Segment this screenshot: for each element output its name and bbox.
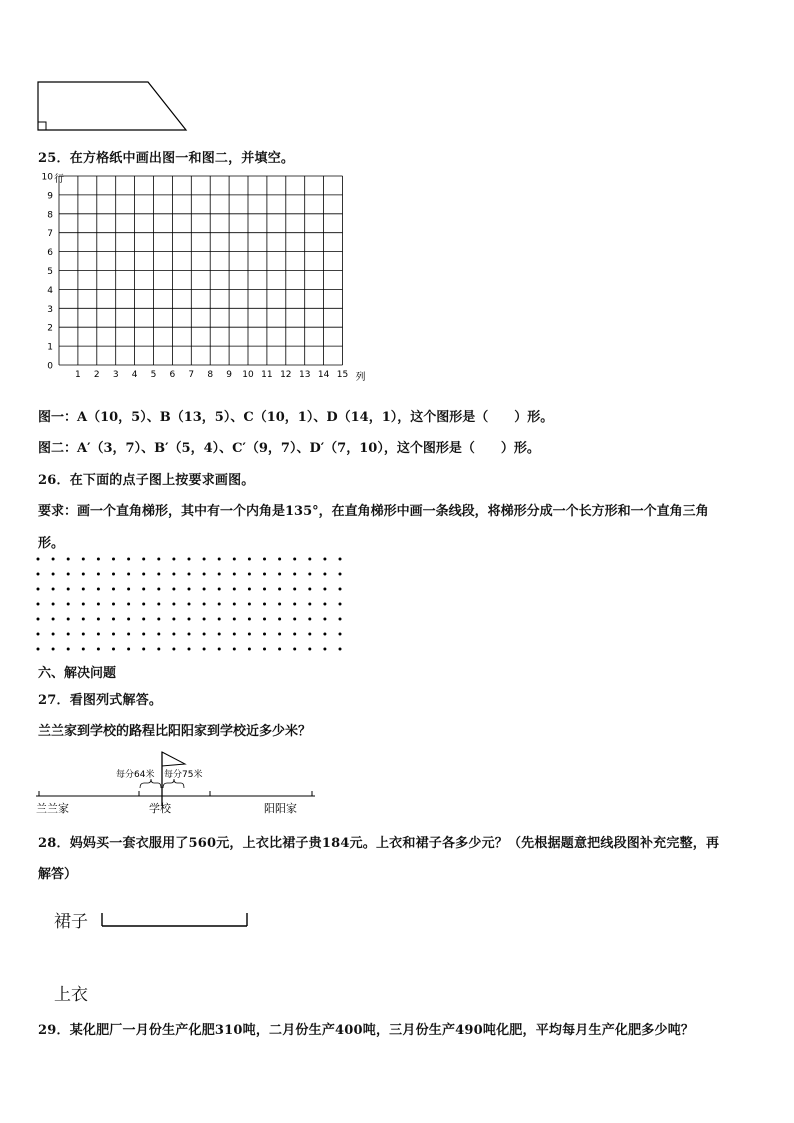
- grid-dot: [203, 558, 206, 561]
- grid-dot: [248, 588, 251, 591]
- grid-dot: [97, 633, 100, 636]
- grid-dot: [52, 603, 55, 606]
- section6-title: 六、解决问题: [38, 666, 117, 681]
- grid-dot: [233, 573, 236, 576]
- grid-dot: [188, 648, 191, 651]
- col-tick-label: 11: [261, 370, 273, 380]
- grid-dot: [293, 633, 296, 636]
- grid-dot: [112, 618, 115, 621]
- grid-dot: [97, 618, 100, 621]
- grid-dot: [112, 633, 115, 636]
- grid-dot: [218, 633, 221, 636]
- grid-dot: [172, 618, 175, 621]
- grid-dot: [142, 603, 145, 606]
- place-right: 阳阳家: [264, 802, 297, 815]
- grid-dot: [339, 648, 342, 651]
- label-top: 上衣: [54, 985, 88, 1005]
- grid-dot: [188, 558, 191, 561]
- grid-dot: [203, 648, 206, 651]
- left-brace: [140, 779, 161, 788]
- grid-dot: [172, 603, 175, 606]
- grid-dot: [278, 633, 281, 636]
- grid-dot: [308, 603, 311, 606]
- grid-dot: [37, 558, 40, 561]
- col-tick-label: 10: [242, 370, 254, 380]
- grid-dot: [339, 618, 342, 621]
- grid-dot: [263, 588, 266, 591]
- grid-dot: [157, 588, 160, 591]
- grid-dot: [188, 618, 191, 621]
- grid-dot: [82, 648, 85, 651]
- grid-dot: [293, 573, 296, 576]
- col-tick-label: 5: [150, 370, 157, 380]
- q26-title: 26．在下面的点子图上按要求画图。: [38, 473, 255, 488]
- grid-dot: [203, 633, 206, 636]
- grid-dot: [172, 558, 175, 561]
- grid-dot: [112, 648, 115, 651]
- grid-dot: [263, 603, 266, 606]
- grid-dot: [323, 633, 326, 636]
- row-tick-label: 5: [47, 267, 53, 277]
- grid-dot: [339, 588, 342, 591]
- q25-figure1-text: 图一：A（10，5）、B（13，5）、C（10，1）、D（14，1），这个图形是（ ）形。: [38, 410, 554, 425]
- row-tick-label: 6: [47, 248, 53, 259]
- grid-dot: [323, 573, 326, 576]
- grid-dot: [52, 573, 55, 576]
- grid-dot: [308, 573, 311, 576]
- grid-dot: [293, 588, 296, 591]
- grid-dot: [67, 603, 70, 606]
- grid-dot: [172, 648, 175, 651]
- grid-dot: [263, 558, 266, 561]
- grid-dot: [203, 618, 206, 621]
- q25-title: 25．在方格纸中画出图一和图二，并填空。: [38, 151, 295, 166]
- grid-dot: [248, 573, 251, 576]
- grid-dot: [308, 558, 311, 561]
- q28-line2: 解答）: [38, 867, 78, 882]
- place-school: 学校: [149, 802, 171, 815]
- grid-dot: [188, 588, 191, 591]
- grid-dot: [97, 603, 100, 606]
- grid-dot: [97, 588, 100, 591]
- grid-dot: [233, 618, 236, 621]
- row-tick-label: 7: [47, 229, 53, 240]
- col-tick-label: 6: [169, 370, 176, 380]
- q26-requirement-line1: 要求：画一个直角梯形，其中有一个内角是135°，在直角梯形中画一条线段，将梯形分成一个长方形和一个直角三角: [38, 504, 709, 519]
- grid-dot: [248, 618, 251, 621]
- place-left: 兰兰家: [36, 802, 69, 815]
- grid-dot: [82, 603, 85, 606]
- grid-dot: [218, 648, 221, 651]
- col-tick-label: 14: [317, 370, 330, 380]
- grid-dot: [142, 558, 145, 561]
- grid-dot: [82, 618, 85, 621]
- col-tick-label: 15: [336, 370, 349, 380]
- grid-dot: [142, 618, 145, 621]
- grid-dot: [293, 618, 296, 621]
- row-tick-label: 8: [47, 210, 53, 221]
- q29-title: 29．某化肥厂一月份生产化肥310吨，二月份生产400吨，三月份生产490吨化肥，平均每月生产化肥多少吨？: [38, 1023, 695, 1038]
- grid-dot: [157, 603, 160, 606]
- grid-dot: [293, 558, 296, 561]
- grid-dot: [278, 558, 281, 561]
- grid-dot: [157, 633, 160, 636]
- col-tick-label: 2: [93, 370, 100, 380]
- grid-dot: [127, 633, 130, 636]
- grid-dot: [339, 603, 342, 606]
- grid-dot: [97, 573, 100, 576]
- grid-dot: [82, 558, 85, 561]
- grid-dot: [37, 633, 40, 636]
- dot-grid: [30, 552, 360, 656]
- grid-dot: [82, 633, 85, 636]
- grid-dot: [278, 573, 281, 576]
- col-tick-label: 9: [226, 370, 232, 380]
- grid-dot: [127, 618, 130, 621]
- col-tick-label: 7: [188, 370, 195, 380]
- grid-dot: [203, 588, 206, 591]
- col-axis-label: 列: [355, 372, 366, 383]
- grid-dot: [172, 588, 175, 591]
- q27-title: 27．看图列式解答。: [38, 693, 163, 708]
- grid-dot: [67, 588, 70, 591]
- q28-line1: 28．妈妈买一套衣服用了560元，上衣比裙子贵184元。上衣和裙子各多少元？（先根据题意把线段图补充完整，再: [38, 836, 720, 851]
- coordinate-grid: [30, 170, 380, 400]
- grid-dot: [67, 648, 70, 651]
- q27-question: 兰兰家到学校的路程比阳阳家到学校近多少米？: [38, 724, 312, 739]
- col-tick-label: 4: [131, 370, 138, 380]
- grid-dot: [233, 633, 236, 636]
- grid-dot: [248, 603, 251, 606]
- grid-dot: [172, 573, 175, 576]
- grid-dot: [52, 618, 55, 621]
- col-tick-label: 13: [298, 370, 311, 380]
- grid-dot: [278, 603, 281, 606]
- row-tick-label: 2: [47, 323, 53, 334]
- grid-dot: [218, 558, 221, 561]
- grid-dot: [37, 588, 40, 591]
- grid-dot: [278, 648, 281, 651]
- grid-dot: [263, 648, 266, 651]
- grid-dot: [82, 588, 85, 591]
- grid-dot: [188, 603, 191, 606]
- grid-dot: [157, 558, 160, 561]
- grid-dot: [67, 633, 70, 636]
- grid-dot: [203, 573, 206, 576]
- grid-dot: [127, 573, 130, 576]
- grid-dot: [263, 573, 266, 576]
- row-tick-label: 1: [47, 342, 53, 353]
- grid-dot: [278, 588, 281, 591]
- grid-dot: [248, 648, 251, 651]
- grid-dot: [323, 603, 326, 606]
- grid-dot: [67, 618, 70, 621]
- grid-dot: [172, 633, 175, 636]
- row-tick-label: 9: [47, 191, 53, 202]
- grid-dot: [278, 618, 281, 621]
- flag-icon: [162, 752, 185, 766]
- grid-dot: [37, 618, 40, 621]
- grid-dot: [233, 558, 236, 561]
- grid-dot: [188, 633, 191, 636]
- row-tick-label: 3: [47, 304, 53, 315]
- grid-dot: [127, 588, 130, 591]
- row-tick-label: 4: [47, 285, 53, 296]
- grid-dot: [218, 603, 221, 606]
- grid-dot: [323, 618, 326, 621]
- grid-dot: [37, 648, 40, 651]
- grid-dot: [308, 648, 311, 651]
- grid-dot: [142, 633, 145, 636]
- grid-dot: [339, 573, 342, 576]
- grid-dot: [218, 588, 221, 591]
- grid-dot: [263, 633, 266, 636]
- grid-dot: [52, 558, 55, 561]
- grid-dot: [52, 588, 55, 591]
- grid-dot: [37, 603, 40, 606]
- grid-dot: [142, 588, 145, 591]
- grid-dot: [293, 603, 296, 606]
- col-tick-label: 1: [75, 370, 81, 380]
- grid-dot: [52, 648, 55, 651]
- grid-dot: [323, 648, 326, 651]
- grid-dot: [127, 558, 130, 561]
- grid-dot: [323, 588, 326, 591]
- q25-figure2-text: 图二：A′（3，7）、B′（5，4）、C′（9，7）、D′（7，10），这个图形是（ ）形。: [38, 441, 540, 456]
- row-tick-label: 10: [41, 172, 53, 183]
- grid-dot: [112, 573, 115, 576]
- left-speed-label: 每分64米: [116, 770, 155, 780]
- grid-dot: [67, 573, 70, 576]
- grid-dot: [112, 558, 115, 561]
- grid-dot: [188, 573, 191, 576]
- grid-dot: [112, 588, 115, 591]
- col-tick-label: 12: [280, 370, 292, 380]
- grid-dot: [233, 588, 236, 591]
- grid-dot: [97, 558, 100, 561]
- grid-dot: [233, 648, 236, 651]
- grid-dot: [127, 603, 130, 606]
- grid-dot: [218, 618, 221, 621]
- q26-requirement-line2: 形。: [38, 536, 65, 551]
- grid-dot: [308, 588, 311, 591]
- grid-dot: [293, 648, 296, 651]
- grid-dot: [142, 573, 145, 576]
- trapezoid-figure: [36, 80, 190, 134]
- grid-dot: [308, 633, 311, 636]
- grid-dot: [203, 603, 206, 606]
- grid-dot: [263, 618, 266, 621]
- grid-dot: [157, 573, 160, 576]
- grid-dot: [339, 633, 342, 636]
- grid-dot: [308, 618, 311, 621]
- row-tick-label: 0: [47, 361, 53, 372]
- grid-dot: [67, 558, 70, 561]
- grid-dot: [142, 648, 145, 651]
- grid-dot: [97, 648, 100, 651]
- grid-dot: [82, 573, 85, 576]
- skirt-segment: [98, 910, 252, 930]
- label-skirt: 裙子: [54, 912, 88, 932]
- grid-dot: [248, 558, 251, 561]
- grid-dot: [37, 573, 40, 576]
- col-tick-label: 8: [207, 370, 214, 380]
- grid-dot: [157, 648, 160, 651]
- col-tick-label: 3: [112, 370, 119, 380]
- grid-dot: [127, 648, 130, 651]
- row-axis-label: 行: [54, 174, 64, 185]
- grid-dot: [112, 603, 115, 606]
- grid-dot: [248, 633, 251, 636]
- right-brace: [163, 779, 184, 788]
- grid-dot: [218, 573, 221, 576]
- grid-dot: [323, 558, 326, 561]
- grid-dot: [157, 618, 160, 621]
- grid-dot: [52, 633, 55, 636]
- grid-dot: [339, 558, 342, 561]
- grid-dot: [233, 603, 236, 606]
- q27-line-diagram: [30, 748, 330, 820]
- right-speed-label: 每分75米: [164, 770, 203, 780]
